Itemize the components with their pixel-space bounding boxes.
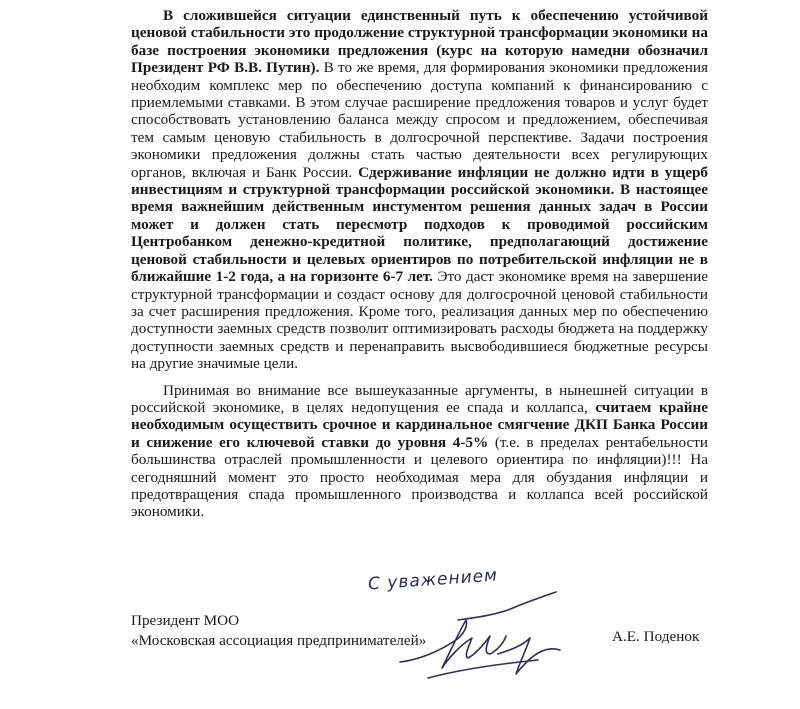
- paragraph-1: [131, 7, 708, 373]
- signatory-org: «Московская ассоциация предпринимателей»: [131, 632, 427, 649]
- p2-run-3: (т.е. в пределах рентабельности большинства отраслей промышленности и целевого ориентира по инфляции)!!! На сегодняшний момент это просто необходимая мера для обуздания инфляции и предотвращения спада промышленного производства и коллапса всей российской экономики.: [131, 433, 708, 521]
- paragraph-2: [131, 382, 708, 521]
- signatory-name: А.Е. Поденок: [612, 628, 700, 645]
- p2-run-1: Принимая во внимание все вышеуказанные аргументы, в нынешней ситуации в российской экономике, в целях недопущения ее спада и коллапса,: [131, 381, 708, 416]
- p1-run-1: В сложившейся ситуации единственный путь к обеспечению устойчивой ценовой стабильности это продолжение структурной трансформации экономики на базе построения экономики предложения (курс на которую намедни обозначил Президент РФ В.В. Путин).: [131, 7, 708, 77]
- signature-icon: [398, 590, 568, 690]
- p1-run-2: В то же время, для формирования экономики предложения необходим комплекс мер по обеспечению доступа компаний к финансированию с приемлемыми ставками. В этом случае расширение предложения товаров и услуг будет способствовать установлению баланса между спросом и предложением, обеспечивая тем самым ценовую стабильность в долгосрочной перспективе. Задачи построения экономики предложения должны стать частью деятельности всех регулирующих органов, включая и Банк России.: [131, 59, 708, 181]
- signatory-block: [131, 611, 426, 651]
- p2-run-2: считаем крайне необходимым осуществить срочное и кардинальное смягчение ДКП Банка России и снижение его ключевой ставки до уровня 4-5%: [131, 398, 708, 451]
- signatory-title: Президент МОО: [131, 612, 240, 629]
- handwritten-closing: С уважением: [367, 565, 499, 595]
- letter-body: [131, 7, 708, 521]
- p1-run-3: Сдерживание инфляции не должно идти в ущерб инвестициям и структурной трансформации российской экономики. В настоящее время важнейшим действенным инстументом решения данных задач в России может и должен стать пересмотр подходов к проводимой российским Центробанком денежно-кредитной политике, предполагающий достижение ценовой стабильности и целевых ориентиров по потребительской инфляции не в ближайшие 1-2 года, а на горизонте 6-7 лет.: [131, 163, 709, 286]
- p1-run-4: Это даст экономике время на завершение структурной трансформации и создаст основу для долгосрочной ценовой стабильности за счет расширения предложения. Кроме того, реализация данных мер по обеспечению доступности заемных средств позволит оптимизировать расходы бюджета на поддержку доступности заемных средств и перенаправить высвободившиеся бюджетные ресурсы на другие значимые цели.: [131, 268, 708, 373]
